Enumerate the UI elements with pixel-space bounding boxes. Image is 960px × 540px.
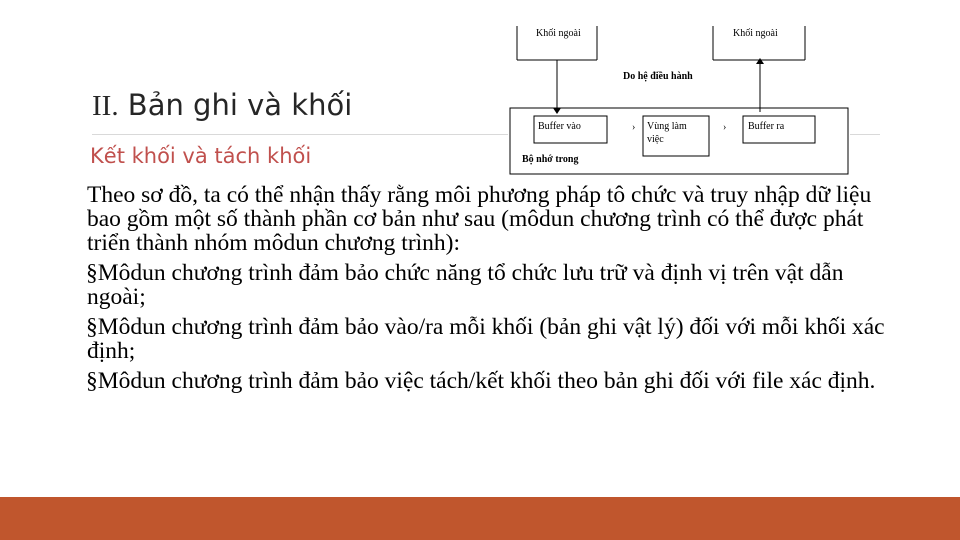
arrow-icon: › (723, 122, 727, 133)
external-block-right-label: Khối ngoài (733, 28, 778, 39)
slide-subtitle: Kết khối và tách khối (90, 144, 312, 168)
bullet-item (87, 315, 887, 363)
bullet-text: Môdun chương trình đảm bảo chức năng tổ chức lưu trữ và định vị trên vật dẫn ngoài; (87, 260, 844, 310)
bullet-item (87, 369, 887, 393)
memory-label: Bộ nhớ trong (522, 154, 579, 165)
title-divider (850, 134, 880, 135)
arrow-icon: › (632, 122, 636, 133)
title-text: Bản ghi và khối (118, 88, 353, 122)
buffer-in-label: Buffer vào (538, 121, 581, 132)
storage-diagram (505, 22, 850, 176)
intro-paragraph: Theo sơ đồ, ta có thể nhận thấy rằng môi phương pháp tô chức và truy nhập dữ liệu bao gồm một số thành phần cơ bản như sau (môdun chương trình có thể được phát triển thành nhóm môdun chương trình): (87, 182, 872, 256)
footer-bar (0, 497, 960, 540)
external-block-left-label: Khối ngoài (536, 28, 581, 39)
title-number: II. (92, 90, 119, 122)
bullet-marker: § (86, 260, 98, 286)
slide-title (92, 88, 352, 123)
bullet-text: Môdun chương trình đảm bảo vào/ra mỗi khối (bản ghi vật lý) đối với mỗi khối xác định; (87, 314, 885, 364)
title-divider (92, 134, 508, 135)
bullet-marker: § (86, 368, 98, 394)
slide-body (87, 183, 887, 393)
bullet-item (87, 261, 887, 309)
bullet-marker: § (86, 314, 98, 340)
os-label: Do hệ điều hành (623, 71, 693, 82)
buffer-out-label: Buffer ra (748, 121, 785, 132)
work-area-label: Vùng làm việc (647, 121, 687, 145)
diagram-lines (505, 22, 850, 176)
bullet-text: Môdun chương trình đảm bảo việc tách/kết khối theo bản ghi đối với file xác định. (97, 368, 876, 394)
